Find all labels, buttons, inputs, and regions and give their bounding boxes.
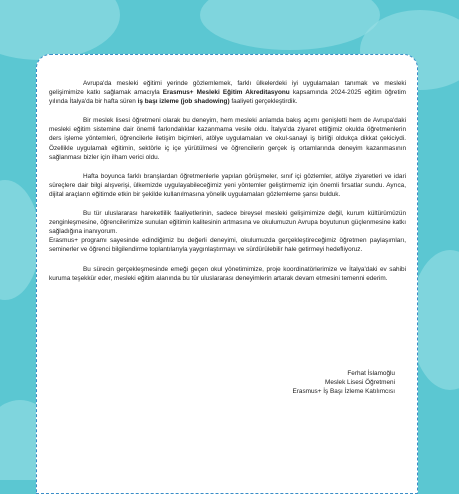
signature-block [293,369,395,397]
paragraph-mobility: Bu tür uluslararası hareketlilik faaliyetlerinin, sadece bireysel mesleki gelişimimize değil, kurum kültürümüzün zenginleşmesine, öğrencilerimize sunulan eğitimin kalitesinin artmasına ve okulumuzun Avrupa boyutunun güçlenmesine katkı sağladığına inanıyorum. [49,210,406,236]
paragraph-week: Hafta boyunca farklı branşlardan öğretmenlerle yapılan görüşmeler, sınıf içi gözlemler, atölye ziyaretleri ve idari süreçlere dair bilgi alışverişi, ülkemizde uygulayabileceğimiz yeni yöntemler geliştirmemiz için önemli fırsatlar sundu. Ayrıca, dijital araçların eğitimde etkin bir şekilde kullanılmasına yönelik uygulamaları gözlemleme şansı bulduk. [49,172,406,198]
paragraph-intro: Avrupa'da mesleki eğitimi yerinde gözlemlemek, farklı ülkelerdeki iyi uygulamaları tanımak ve mesleki gelişimimize katkı sağlamak amacıyla Erasmus+ Mesleki Eğitim Akreditasyonu kapsamında 2024-2025 eğitim öğretim yılında İtalya'da bir hafta süren iş başı izleme (job shadowing) faaliyeti gerçekleştirdik. [49,80,406,106]
paragraph-thanks: Bu sürecin gerçekleşmesinde emeği geçen okul yönetimimize, proje koordinatörlerimize ve İtalya'daki ev sahibi kuruma teşekkür eder, mesleki eğitim alanında bu tür uluslararası deneyimlerin artarak devam etmesini temenni ederim. [49,265,406,282]
paragraph-dissemination: Erasmus+ programı sayesinde edindiğimiz bu değerli deneyimi, okulumuzda gerçekleştireceğimiz öğretmen paylaşımları, seminerler ve öğrenci bilgilendirme toplantılarıyla yaygınlaştırmayı ve sürdürülebilir hale getirmeyi hedefliyoruz. [49,237,406,254]
letter-body [49,79,406,293]
signature-role: Meslek Lisesi Öğretmeni [325,379,395,387]
paragraph-experience: Bir meslek lisesi öğretmeni olarak bu deneyim, hem mesleki anlamda bakış açımı genişletti hem de Avrupa'daki mesleki eğitim sistemine dair önemli farkındalıklar kazanmama vesile oldu. İtalya'da ziyaret ettiğimiz okulda öğretmenlerin ders işleme yöntemleri, öğrencilerle iletişim biçimleri, atölye uygulamaları ve okul-sanayi iş birliği oldukça dikkat çekiciydi. Özellikle uygulamalı eğitimin, sektörle iç içe yürütülmesi ve öğrencilerin gerçek iş ortamlarında deneyim kazanmasının sağlanması bizler için ilham verici oldu. [49,117,406,161]
signature-program: Erasmus+ İş Başı İzleme Katılımcısı [292,388,395,396]
signature-name: Ferhat İslamoğlu [347,370,395,377]
